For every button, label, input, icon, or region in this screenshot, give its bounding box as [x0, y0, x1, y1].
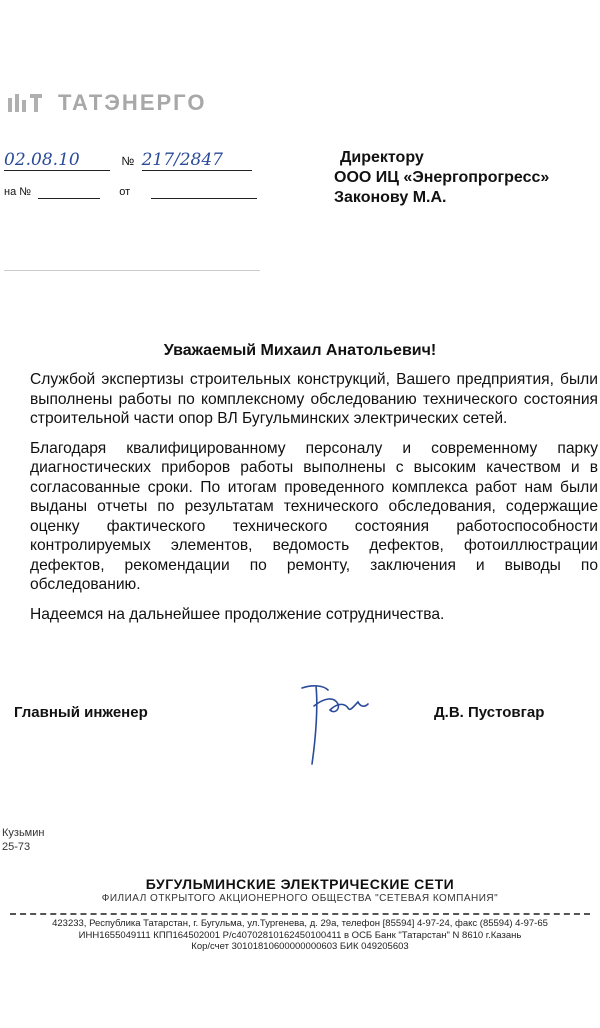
- signatory-title: Главный инженер: [14, 704, 148, 721]
- ref-date-field: [151, 186, 257, 199]
- divider: [4, 270, 260, 271]
- ref-from-label: от: [119, 186, 131, 198]
- ref-number-label: на №: [4, 186, 32, 198]
- footer-org: БУГУЛЬМИНСКИЕ ЭЛЕКТРИЧЕСКИЕ СЕТИ: [145, 876, 455, 892]
- outgoing-number: 217/2847: [142, 150, 252, 171]
- ref-number-field: [38, 186, 100, 199]
- outgoing-date: 02.08.10: [4, 150, 110, 171]
- tatenergo-logo-icon: [8, 92, 52, 114]
- handwritten-signature-icon: [294, 676, 374, 776]
- executor-phone: 25-73: [2, 841, 31, 853]
- paragraph-2: Благодаря квалифицированному персоналу и современному парку диагностических приборов работы выполнены с высоким качеством и в согласованные сроки. По итогам проведенного комплекса работ нам были выданы отчеты по результатам технического обследования, содержащие оценку фактического технического состояния работоспособности контролируемых элементов, ведомость дефектов, фотоиллюстрации дефектов, рекомендации по ремонту, заключения и выводы по обследованию.: [30, 439, 598, 593]
- executor-name: Кузьмин: [2, 827, 45, 839]
- signatory-name: Д.В. Пустовгар: [434, 704, 545, 721]
- footer-subtitle: ФИЛИАЛ ОТКРЫТОГО АКЦИОНЕРНОГО ОБЩЕСТВА "СЕТЕВАЯ КОМПАНИЯ": [101, 893, 499, 904]
- salutation: Уважаемый Михаил Анатольевич!: [163, 342, 437, 359]
- outgoing-date-row: [4, 150, 252, 171]
- number-label: №: [121, 154, 135, 168]
- addressee-block: [334, 148, 549, 208]
- letterhead-logo: [8, 90, 206, 116]
- footer-address: 423233, Республика Татарстан, г. Бугульма, ул.Тургенева, д. 29а, телефон [85594] 4-97-24, факс (85594) 4-97-65: [52, 918, 548, 929]
- addressee-position: Директору: [340, 149, 424, 166]
- footer-bank: ИНН1655049111 КПП164502001 Р/с40702810162450100411 в ОСБ Банк "Татарстан" N 8610 г.Казань: [78, 929, 522, 941]
- addressee-name: Законову М.А.: [334, 189, 447, 206]
- reference-row: [4, 186, 257, 199]
- addressee-company: ООО ИЦ «Энергопрогресс»: [334, 169, 550, 186]
- paragraph-3: Надеемся на дальнейшее продолжение сотрудничества.: [30, 605, 445, 623]
- footer-details: [0, 918, 600, 953]
- paragraph-1: Службой экспертизы строительных конструкций, Вашего предприятия, были выполнены работы по комплексному обследованию технического состояния строительной части опор ВЛ Бугульминских электрических сетей.: [30, 371, 598, 427]
- letter-body: [30, 370, 598, 634]
- logo-text: ТАТЭНЕРГО: [58, 90, 207, 115]
- footer-divider: [10, 913, 590, 915]
- footer-corr-account: Кор/счет 30101810600000000603 БИК 049205603: [191, 941, 409, 952]
- executor-block: [2, 826, 44, 854]
